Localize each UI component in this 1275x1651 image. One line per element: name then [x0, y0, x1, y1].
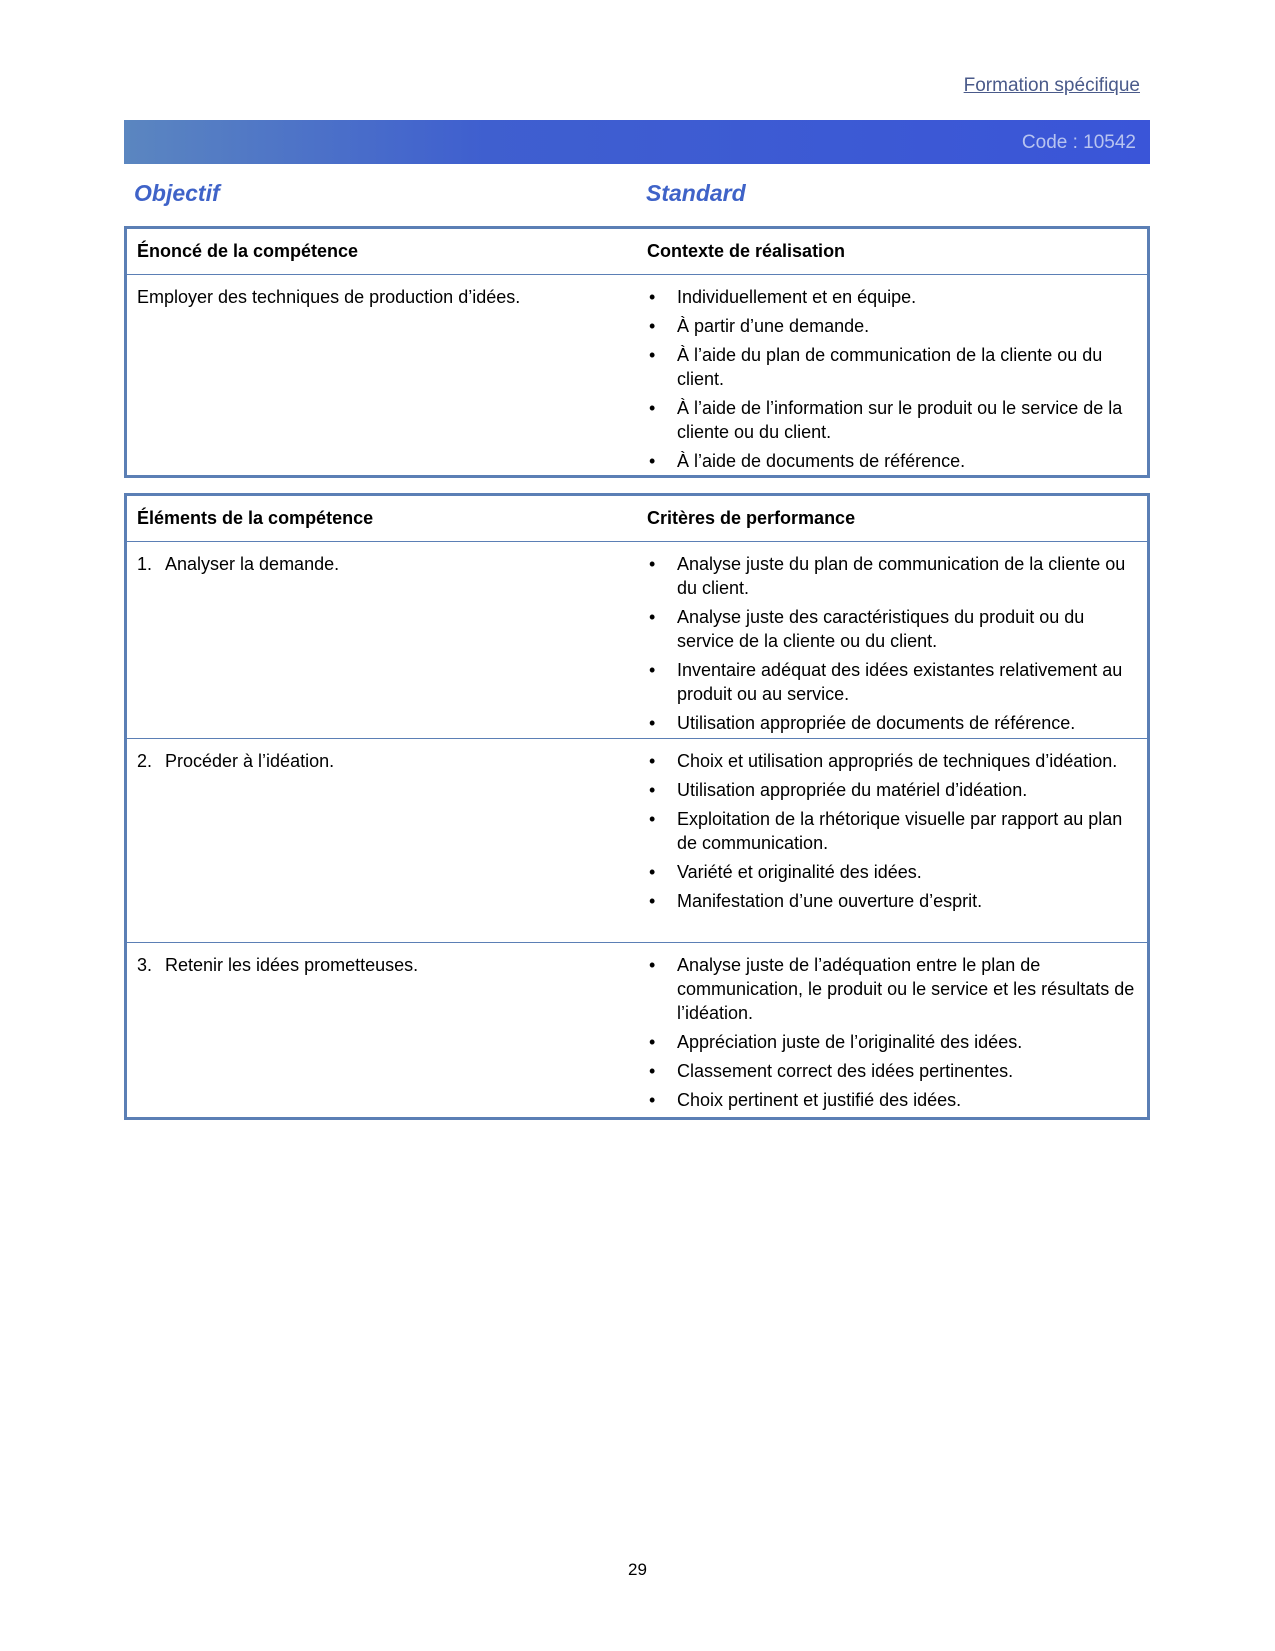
elements-header-row: [127, 496, 1147, 542]
contexte-list: [647, 285, 1137, 478]
element-label: [137, 751, 334, 772]
enonce-header: Énoncé de la compétence: [137, 241, 359, 261]
table-row: [127, 739, 1147, 943]
elements-table: [124, 493, 1150, 1120]
list-item: • Appréciation juste de l’originalité des idées.: [647, 1030, 1137, 1054]
list-item: • Inventaire adéquat des idées existantes relativement au produit ou au service.: [647, 658, 1137, 706]
list-item: • Manifestation d’une ouverture d’esprit.: [647, 889, 1137, 913]
element-number: 1.: [137, 554, 153, 574]
document-section-title: Formation spécifique: [963, 75, 1140, 96]
element-label: [137, 554, 339, 575]
element-text: Procéder à l’idéation.: [165, 751, 335, 771]
criteres-list: [647, 953, 1137, 1117]
contexte-header: Contexte de réalisation: [647, 241, 846, 261]
header-band: [124, 120, 1150, 164]
list-item: • Analyse juste de l’adéquation entre le plan de communication, le produit ou le service et les résultats de l’idéation.: [647, 953, 1137, 1025]
list-item: • À partir d’une demande.: [647, 314, 1137, 338]
list-item: • Utilisation appropriée du matériel d’idéation.: [647, 778, 1137, 802]
list-item: • Analyse juste des caractéristiques du produit ou du service de la cliente ou du client.: [647, 605, 1137, 653]
list-item: • À l’aide du plan de communication de la cliente ou du client.: [647, 343, 1137, 391]
list-item: • Utilisation appropriée de documents de référence.: [647, 711, 1137, 735]
list-item: • Choix pertinent et justifié des idées.: [647, 1088, 1137, 1112]
list-item: • Analyse juste du plan de communication de la cliente ou du client.: [647, 552, 1137, 600]
competence-body-row: [127, 275, 1147, 475]
criteres-header: Critères de performance: [647, 508, 856, 528]
element-number: 2.: [137, 751, 153, 771]
course-code: Code : 10542: [1021, 132, 1136, 153]
list-item: • Exploitation de la rhétorique visuelle par rapport au plan de communication.: [647, 807, 1137, 855]
element-text: Retenir les idées prometteuses.: [165, 955, 419, 975]
criteres-list: [647, 552, 1137, 740]
list-item: • À l’aide de documents de référence.: [647, 449, 1137, 473]
criteres-list: [647, 749, 1137, 918]
list-item: • Individuellement et en équipe.: [647, 285, 1137, 309]
list-item: • À l’aide de l’information sur le produit ou le service de la cliente ou du client.: [647, 396, 1137, 444]
competence-header-row: [127, 229, 1147, 275]
standard-label: Standard: [646, 180, 746, 206]
list-item: • Choix et utilisation appropriés de techniques d’idéation.: [647, 749, 1137, 773]
competence-table: [124, 226, 1150, 478]
table-row: [127, 943, 1147, 1115]
table-row: [127, 542, 1147, 739]
element-text: Analyser la demande.: [165, 554, 340, 574]
page-number: 29: [628, 1560, 647, 1579]
list-item: • Variété et originalité des idées.: [647, 860, 1137, 884]
element-label: [137, 955, 418, 976]
competence-statement: Employer des techniques de production d’idées.: [137, 287, 521, 307]
elements-header: Éléments de la compétence: [137, 508, 374, 528]
element-number: 3.: [137, 955, 153, 975]
list-item: • Classement correct des idées pertinentes.: [647, 1059, 1137, 1083]
objectif-label: Objectif: [134, 180, 220, 206]
